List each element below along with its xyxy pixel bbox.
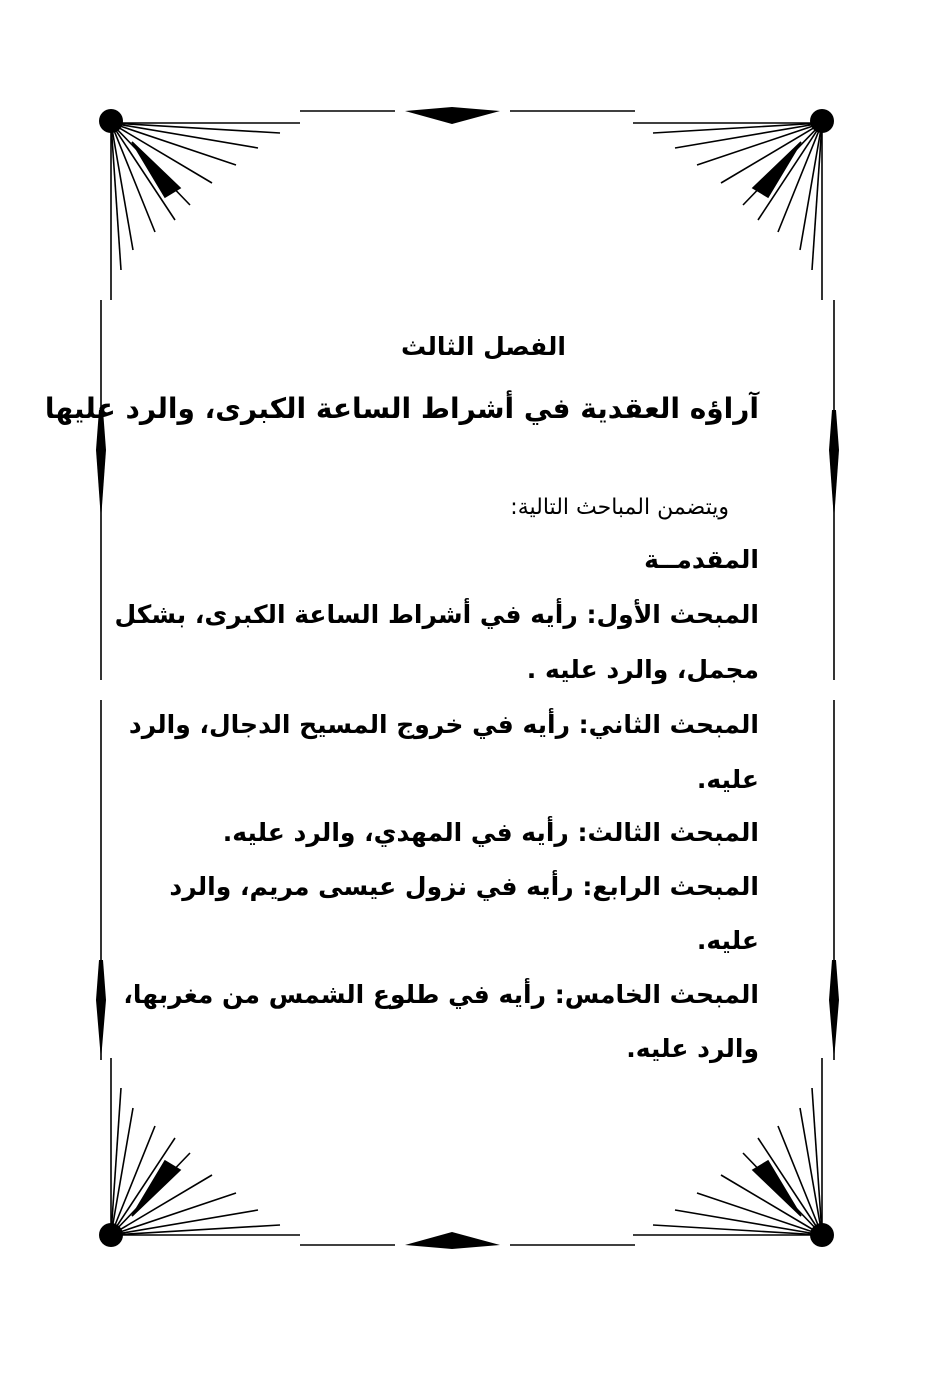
section-line: مجمل، والرد عليه . (526, 655, 759, 684)
intro-text: ويتضمن المباحث التالية: (510, 495, 729, 520)
section-line: عليه. (696, 926, 759, 955)
section-line: المبحث الثاني: رأيه في خروج المسيح الدجال، والرد (128, 710, 759, 739)
corner-fan-ornament (111, 123, 300, 300)
section-line: المبحث الأول: رأيه في أشراط الساعة الكبرى، بشكل (114, 600, 759, 629)
corner-fan-ornament (111, 1058, 300, 1235)
section-line: المبحث الرابع: رأيه في نزول عيسى مريم، والرد (169, 872, 759, 901)
section-line: والرد عليه. (626, 1034, 759, 1063)
section-line: المبحث الثالث: رأيه في المهدي، والرد عليه. (222, 818, 759, 847)
section-introduction: المقدمــة (644, 545, 759, 574)
section-line: عليه. (696, 765, 759, 794)
corner-fan-ornament (633, 1058, 822, 1235)
section-line: المبحث الخامس: رأيه في طلوع الشمس من مغربها، (123, 980, 759, 1009)
chapter-subtitle: آراؤه العقدية في أشراط الساعة الكبرى، والرد عليها (44, 392, 759, 425)
chapter-title: الفصل الثالث (400, 332, 566, 361)
corner-fan-ornament (633, 123, 822, 300)
